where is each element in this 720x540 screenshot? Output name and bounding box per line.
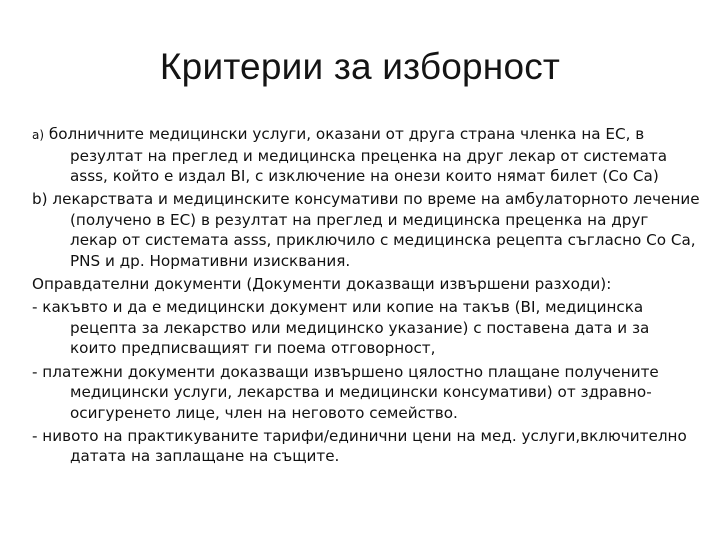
item-marker: -	[32, 426, 38, 445]
item-text: Оправдателни документи (Документи доказващи извършени разходи):	[32, 275, 612, 294]
slide-title: Критерии за изборност	[159, 46, 561, 87]
slide-body	[32, 124, 700, 470]
item-text: платежни документи доказващи извършено цялостно плащане получените медицински услуги, лекарства и медицински консумативи) от здравно-осигуренето лице, член на неговото семейство.	[37, 362, 659, 422]
item-text: болничните медицински услуги, оказани от друга страна членка на ЕС, в резултат на преглед и медицинска преценка на друг лекар от системата asss, който е издал BI, с изключение на онези които нямат билет (Со Са)	[44, 125, 668, 186]
documents-heading	[32, 274, 700, 295]
document-item-tariffs	[32, 426, 700, 467]
item-marker: a)	[32, 128, 45, 142]
criteria-item-a	[32, 124, 700, 187]
document-item-payment	[32, 362, 700, 424]
item-text: какъвто и да е медицински документ или копие на такъв (BI, медицинска рецепта за лекарство или медицинско указание) с поставена дата и за които предписващият ги поема отговорност,	[37, 298, 650, 358]
document-item-medical	[32, 297, 700, 359]
item-text: нивото на практикуваните тарифи/единични цени на мед. услуги,включително датата на заплащане на същите.	[37, 426, 687, 466]
item-text: лекарствата и медицинските консумативи по време на амбулаторното лечение (получено в ЕС) в резултат на преглед и медицинска преценка на друг лекар от системата asss, приключило с медицинска рецепта съгласно Со Са, PNS и др. Нормативни изисквания.	[47, 190, 700, 271]
criteria-item-b	[32, 189, 700, 271]
item-marker: -	[32, 362, 38, 381]
item-marker: b)	[32, 190, 48, 209]
item-marker: -	[32, 298, 38, 317]
